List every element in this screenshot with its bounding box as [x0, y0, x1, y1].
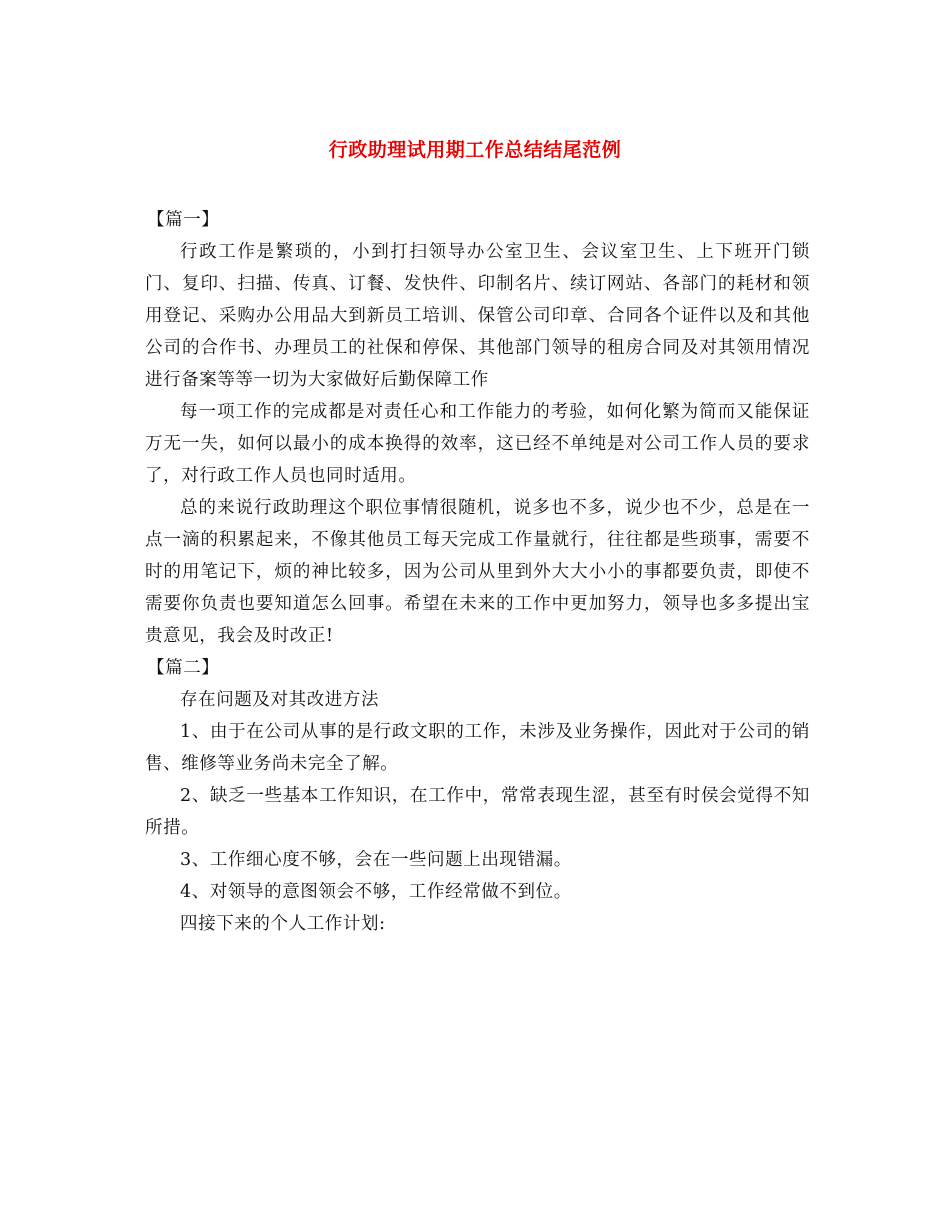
section-label-1: 【篇一】 — [147, 210, 220, 230]
list-item: 1、由于在公司从事的是行政文职的工作，未涉及业务操作，因此对于公司的销售、维修等业务尚未完全了解。 — [145, 722, 810, 774]
list-item: 2、缺乏一些基本工作知识，在工作中，常常表现生涩，甚至有时侯会觉得不知所措。 — [145, 786, 810, 838]
list-item: 4、对领导的意图领会不够，工作经常做不到位。 — [180, 882, 572, 902]
paragraph: 行政工作是繁琐的，小到打扫领导办公室卫生、会议室卫生、上下班开门锁门、复印、扫描、传真、订餐、发快件、印制名片、续订网站、各部门的耗材和领用登记、采购办公用品大到新员工培训、保管公司印章、合同各个证件以及和其他公司的合作书、办理员工的社保和停保、其他部门领导的租房合同及对其领用情况进行备案等等一切为大家做好后勤保障工作 — [145, 242, 810, 390]
paragraph: 存在问题及对其改进方法 — [180, 690, 380, 710]
paragraph: 总的来说行政助理这个职位事情很随机，说多也不多，说少也不少，总是在一点一滴的积累起来，不像其他员工每天完成工作量就行，往往都是些琐事，需要不时的用笔记下，烦的神比较多，因为公司从里到外大大小小的事都要负责，即使不需要你负责也要知道怎么回事。希望在未来的工作中更加努力，领导也多多提出宝贵意见，我会及时改正! — [145, 498, 810, 646]
paragraph: 四接下来的个人工作计划: — [180, 914, 386, 934]
document-body — [145, 204, 810, 940]
section-label-2: 【篇二】 — [147, 658, 220, 678]
list-item: 3、工作细心度不够，会在一些问题上出现错漏。 — [180, 850, 572, 870]
paragraph: 每一项工作的完成都是对责任心和工作能力的考验，如何化繁为简而又能保证万无一失，如何以最小的成本换得的效率，这已经不单纯是对公司工作人员的要求了，对行政工作人员也同时适用。 — [145, 402, 810, 486]
document-title: 行政助理试用期工作总结结尾范例 — [328, 139, 622, 161]
